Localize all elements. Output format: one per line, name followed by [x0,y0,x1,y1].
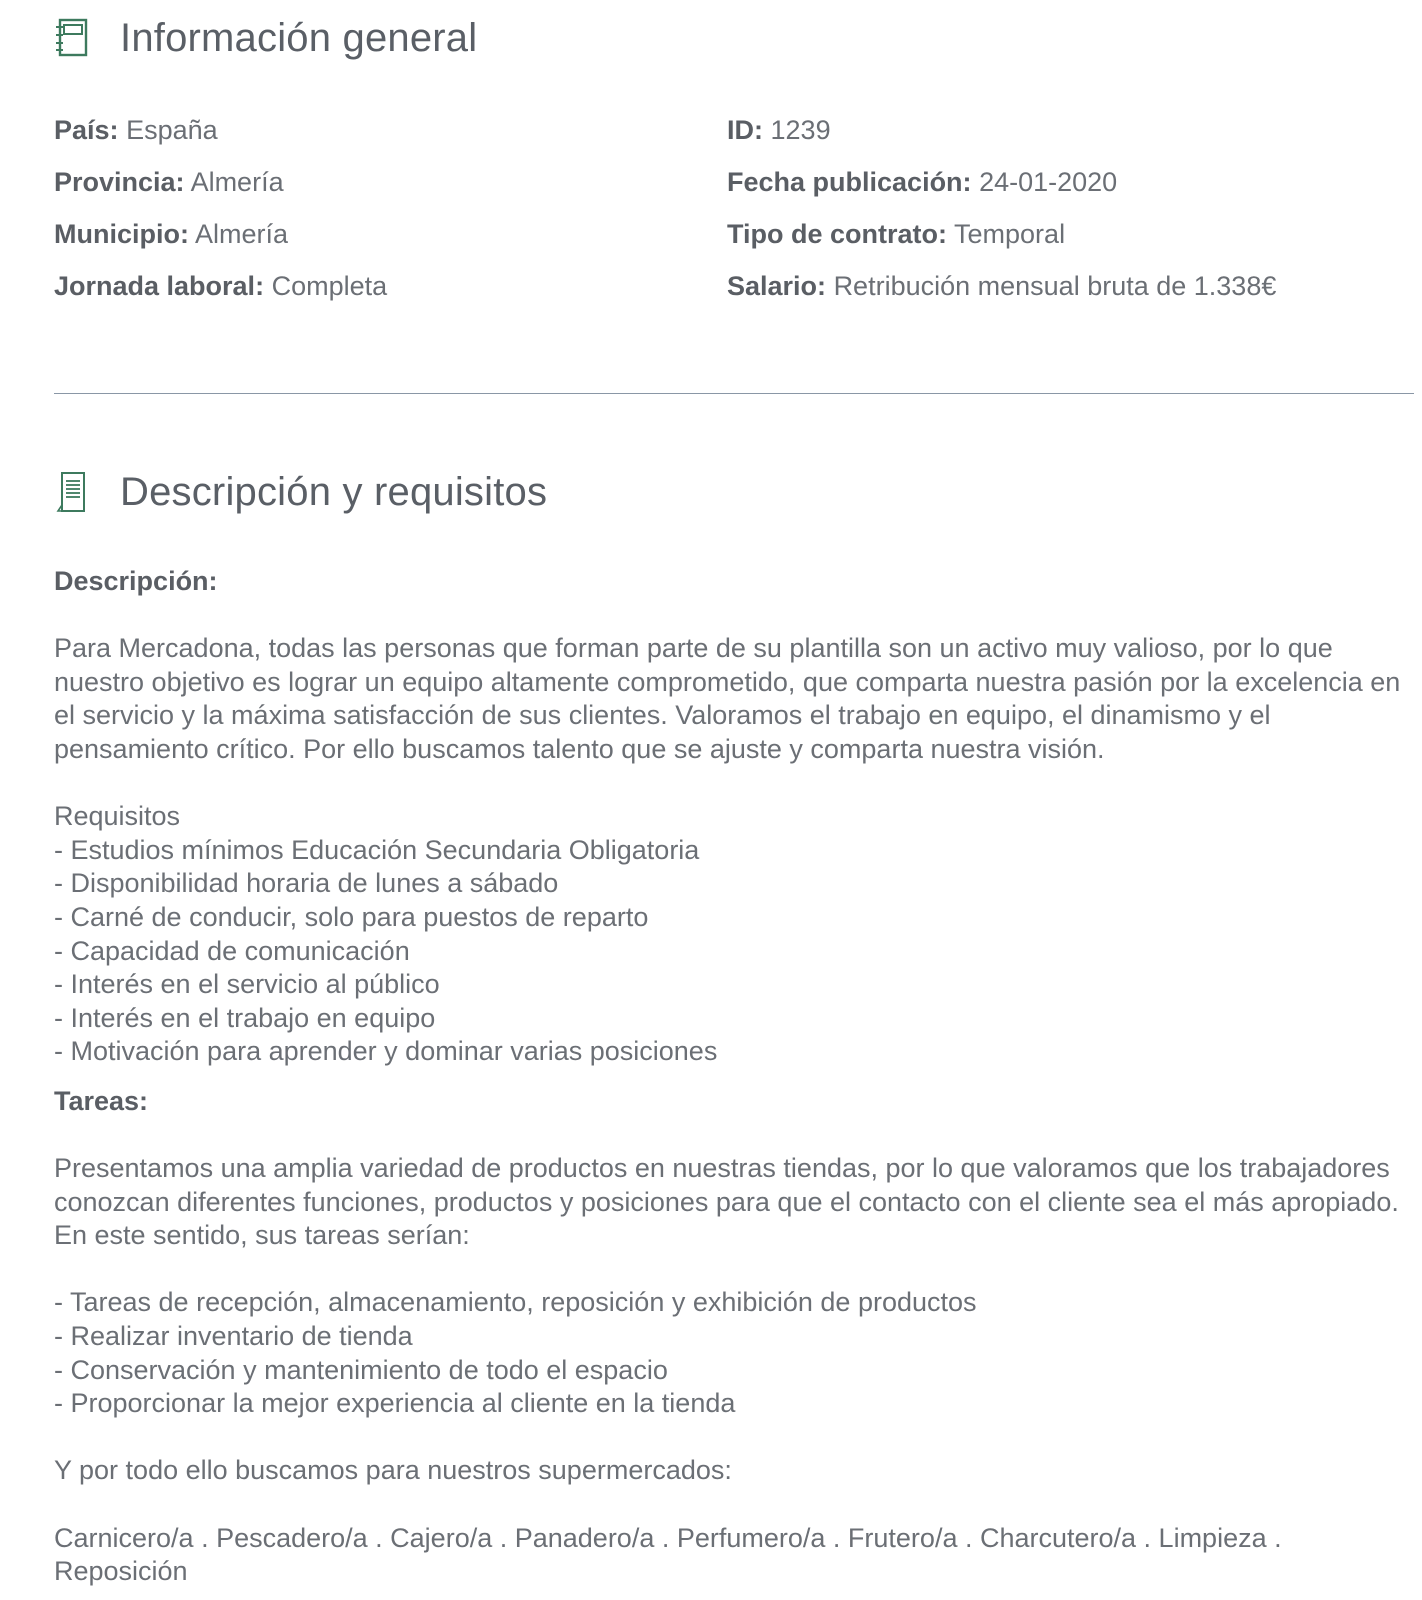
description-title: Descripción y requisitos [120,469,548,514]
info-value: Almería [195,219,289,249]
description-label: Descripción: [54,566,218,596]
description-paragraph: Para Mercadona, todas las personas que forman parte de su plantilla son un activo muy valioso, por lo que nuestro objetivo es lograr un equipo altamente comprometido, que comparta nuestra pasión por la excelencia en el servicio y la máxima satisfacción de sus clientes. Valoramos el trabajo en equipo, el dinamismo y el pensamiento crítico. Por ello buscamos talento que se ajuste y comparta nuestra visión. [54,633,1401,764]
positions-line: Carnicero/a . Pescadero/a . Cajero/a . Panadero/a . Perfumero/a . Frutero/a . Charcutero/a . Limpieza . Reposición [54,1522,1282,1587]
info-row-country [54,104,387,156]
task-item: - Realizar inventario de tienda [54,1321,413,1352]
requirement-item: - Interés en el trabajo en equipo [54,1002,436,1033]
info-value: Almería [190,167,284,197]
spacer [54,1421,1414,1455]
info-value: Completa [271,271,388,301]
document-icon [54,470,94,514]
spacer [54,599,1414,633]
info-label: Salario: [727,271,827,301]
section-divider [54,393,1414,394]
info-label: Provincia: [54,167,185,197]
info-value: 1239 [770,115,831,145]
task-item: - Conservación y mantenimiento de todo el espacio [54,1354,668,1385]
info-value: España [126,115,218,145]
requirement-item: - Motivación para aprender y dominar varias posiciones [54,1036,718,1067]
info-label: Jornada laboral: [54,271,265,301]
info-row-contract-type [727,208,1276,260]
tasks-paragraph: Presentamos una amplia variedad de productos en nuestras tiendas, por lo que valoramos que los trabajadores conozcan diferentes funciones, productos y posiciones para que el contacto con el cliente sea el más apropiado. En este sentido, sus tareas serían: [54,1153,1399,1251]
requirements-title: Requisitos [54,801,181,832]
spacer [54,1119,1414,1153]
requirement-item: - Capacidad de comunicación [54,935,410,966]
info-column-left [54,104,387,312]
info-row-id [727,104,1276,156]
info-row-province [54,156,387,208]
tasks-label: Tareas: [54,1085,149,1116]
spacer [54,1069,1414,1085]
description-header [54,462,547,522]
info-row-workday [54,260,387,312]
task-item: - Proporcionar la mejor experiencia al cliente en la tienda [54,1388,736,1419]
notebook-icon [54,16,94,60]
info-row-municipality [54,208,387,260]
info-column-right [727,104,1276,312]
task-item: - Tareas de recepción, almacenamiento, reposición y exhibición de productos [54,1287,977,1318]
closing-line: Y por todo ello buscamos para nuestros supermercados: [54,1455,732,1486]
info-label: País: [54,115,119,145]
info-value: 24-01-2020 [979,167,1118,197]
info-value: Retribución mensual bruta de 1.338€ [833,271,1277,301]
info-value: Temporal [954,219,1066,249]
general-info-header [54,8,477,68]
spacer [54,767,1414,801]
info-label: Fecha publicación: [727,167,972,197]
info-label: Tipo de contrato: [727,219,947,249]
spacer [54,1253,1414,1287]
general-info-title: Información general [120,15,478,60]
requirement-item: - Carné de conducir, solo para puestos de reparto [54,901,649,932]
description-body [54,565,1414,1589]
requirement-item: - Disponibilidad horaria de lunes a sábado [54,868,559,899]
info-label: Municipio: [54,219,189,249]
requirement-item: - Interés en el servicio al público [54,969,440,1000]
info-row-publish-date [727,156,1276,208]
spacer [54,1488,1414,1522]
info-row-salary [727,260,1276,312]
requirement-item: - Estudios mínimos Educación Secundaria Obligatoria [54,834,700,865]
info-label: ID: [727,115,763,145]
